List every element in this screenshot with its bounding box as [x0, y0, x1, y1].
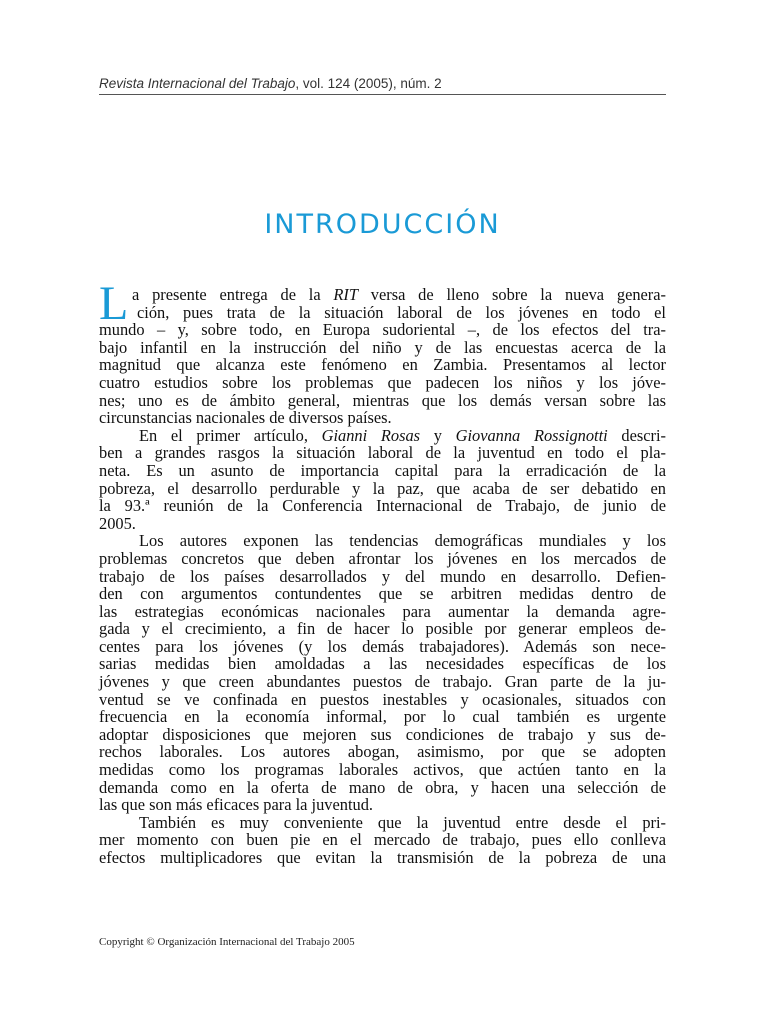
- text-run: gada y el crecimiento, a fin de hacer lo posible por generar empleos de-: [99, 619, 666, 639]
- text-line: [99, 585, 666, 603]
- text-line: [99, 532, 666, 550]
- italic-run: Giovanna Rossignotti: [455, 425, 608, 445]
- text-run: 2005.: [99, 513, 136, 533]
- header-divider: [99, 94, 666, 95]
- text-line: [99, 339, 666, 357]
- journal-name: Revista Internacional del Trabajo: [99, 76, 296, 91]
- text-run: ben a grandes rasgos la situación laboral de la juventud en todo el pla-: [99, 443, 666, 463]
- text-line: [99, 515, 666, 533]
- text-line: [99, 814, 666, 832]
- text-run: cuatro estudios sobre los problemas que padecen los niños y los jóve-: [99, 372, 666, 392]
- text-run: En el primer artículo,: [139, 425, 322, 445]
- text-line: [99, 726, 666, 744]
- text-line: [99, 620, 666, 638]
- drop-cap: L: [99, 277, 129, 330]
- text-line: [99, 743, 666, 761]
- text-run: jóvenes y que creen abundantes puestos de trabajo. Gran parte de la ju-: [99, 672, 666, 692]
- article-body: [99, 277, 667, 867]
- text-line: [99, 462, 666, 480]
- text-run: descri-: [607, 425, 667, 445]
- text-line: [99, 321, 666, 339]
- text-line: [99, 831, 666, 849]
- text-run: la 93.ª reunión de la Conferencia Internacional de Trabajo, de junio de: [99, 496, 666, 516]
- text-line: [99, 796, 666, 814]
- text-run: nes; uno es de ámbito general, mientras que los demás versan sobre las: [99, 390, 666, 410]
- text-run: mer momento con buen pie en el mercado de trabajo, pues ello conlleva: [99, 830, 666, 850]
- text-run: y: [420, 425, 456, 445]
- text-line: [99, 356, 666, 374]
- text-line: [99, 374, 666, 392]
- text-line: [99, 673, 666, 691]
- text-line: [99, 691, 666, 709]
- text-run: mundo – y, sobre todo, en Europa sudoriental –, de los efectos del tra-: [99, 320, 666, 340]
- running-header: [99, 76, 666, 92]
- text-line: [99, 497, 666, 515]
- text-run: adoptar disposiciones que mejoren sus condiciones de trabajo y sus de-: [99, 724, 666, 744]
- text-line: [99, 708, 666, 726]
- text-run: pobreza, el desarrollo perdurable y la paz, que acaba de ser debatido en: [99, 478, 666, 498]
- page-title: INTRODUCCIÓN: [264, 209, 501, 241]
- text-line: [99, 655, 666, 673]
- text-run: las estrategias económicas nacionales para aumentar la demanda agre-: [99, 601, 666, 621]
- text-line: [99, 550, 666, 568]
- text-run: efectos multiplicadores que evitan la transmisión de la pobreza de una: [99, 848, 666, 867]
- text-line: [99, 638, 666, 656]
- text-run: rechos laborales. Los autores abogan, asimismo, por que se adopten: [99, 742, 666, 762]
- text-line: [99, 286, 666, 304]
- text-run: neta. Es un asunto de importancia capital para la erradicación de la: [99, 460, 666, 480]
- text-run: centes para los jóvenes (y los demás trabajadores). Además son nece-: [99, 636, 666, 656]
- text-run: las que son más eficaces para la juventud.: [99, 795, 373, 815]
- text-run: frecuencia en la economía informal, por lo cual también es urgente: [99, 707, 666, 727]
- journal-issue: , vol. 124 (2005), núm. 2: [295, 76, 442, 91]
- text-line: [99, 849, 666, 867]
- text-run: ción, pues trata de la situación laboral de los jóvenes en todo el: [137, 302, 666, 322]
- italic-run: RIT: [333, 285, 358, 304]
- text-line: [99, 304, 666, 322]
- text-run: sarias medidas bien amoldadas a las necesidades específicas de los: [99, 654, 666, 674]
- text-run: versa de lleno sobre la nueva genera-: [358, 285, 667, 304]
- text-line: [99, 392, 666, 410]
- text-run: trabajo de los países desarrollados y del mundo en desarrollo. Defien-: [99, 566, 666, 586]
- text-line: [99, 779, 666, 797]
- text-run: ventud se ve confinada en puestos inestables y ocasionales, situados con: [99, 689, 666, 709]
- text-run: demanda como en la oferta de mano de obra, y hacen una selección de: [99, 777, 666, 797]
- text-line: [99, 603, 666, 621]
- text-line: [99, 444, 666, 462]
- text-run: Los autores exponen las tendencias demográficas mundiales y los: [139, 531, 666, 551]
- text-run: problemas concretos que deben afrontar los jóvenes en los mercados de: [99, 548, 666, 568]
- text-line: [99, 480, 666, 498]
- text-line: [99, 761, 666, 779]
- text-run: medidas como los programas laborales activos, que actúen tanto en la: [99, 760, 666, 780]
- text-run: den con argumentos contundentes que se arbitren medidas dentro de: [99, 584, 666, 604]
- text-line: [99, 568, 666, 586]
- italic-run: Gianni Rosas: [321, 425, 421, 445]
- text-run: a presente entrega de la: [132, 285, 334, 304]
- text-run: bajo infantil en la instrucción del niño y de las encuestas acerca de la: [99, 337, 666, 357]
- text-line: [99, 427, 666, 445]
- text-run: magnitud que alcanza este fenómeno en Zambia. Presentamos al lector: [99, 355, 666, 375]
- text-line: [99, 409, 666, 427]
- text-run: circunstancias nacionales de diversos países.: [99, 408, 392, 428]
- text-run: También es muy conveniente que la juventud entre desde el pri-: [139, 812, 666, 832]
- copyright-footer: Copyright © Organización Internacional del Trabajo 2005: [99, 936, 355, 948]
